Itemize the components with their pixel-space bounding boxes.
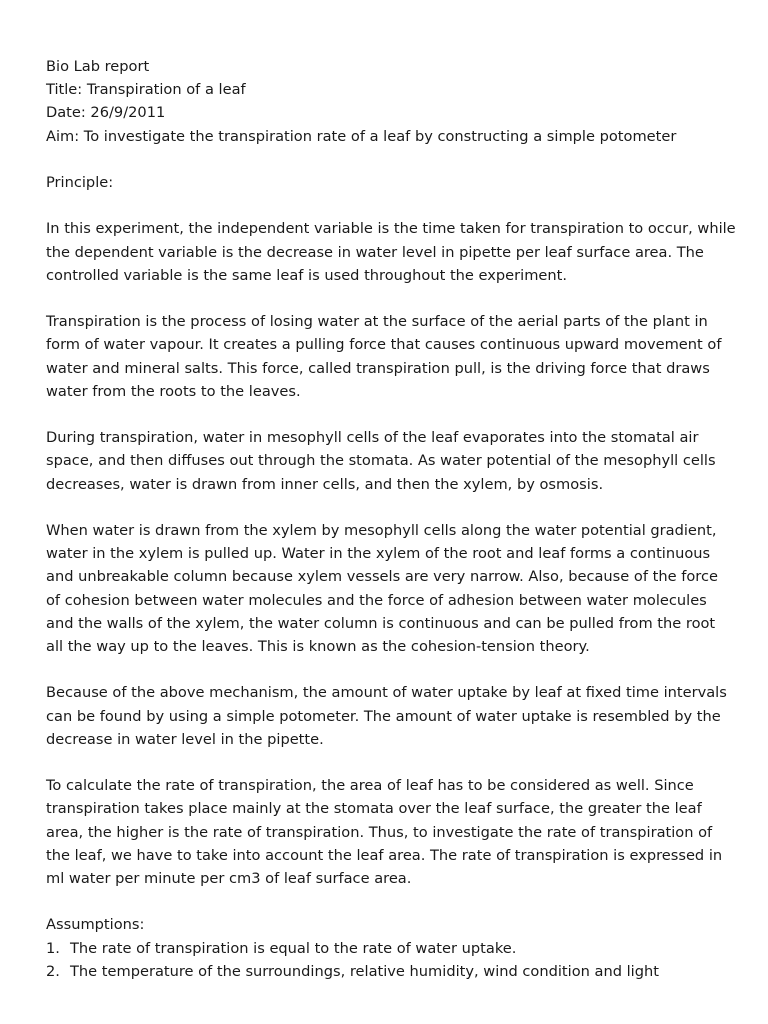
- document-aim: Aim: To investigate the transpiration rate of a leaf by constructing a simple potometer: [46, 127, 677, 145]
- paragraph-cohesion-tension: When water is drawn from the xylem by mesophyll cells along the water potential gradient, water in the xylem is pulled up. Water in the xylem of the root and leaf forms a continuous and unbreakable column because xylem vessels are very narrow. Also, because of the force of cohesion between water molecules and the force of adhesion between water molecules and the walls of the xylem, the water column is continuous and can be pulled from the root all the way up to the leaves. This is known as the cohesion-tension theory.: [46, 521, 718, 655]
- assumptions-list: [46, 937, 736, 983]
- list-item-text: The temperature of the surroundings, relative humidity, wind condition and light: [70, 962, 659, 980]
- paragraph-mechanism: During transpiration, water in mesophyll cells of the leaf evaporates into the stomatal air space, and then diffuses out through the stomata. As water potential of the mesophyll cells decreases, water is drawn from inner cells, and then the xylem, by osmosis.: [46, 429, 716, 493]
- document-date: Date: 26/9/2011: [46, 104, 166, 122]
- list-item-number: 2.: [46, 962, 60, 980]
- assumptions-heading: Assumptions:: [46, 916, 145, 934]
- paragraph-variables: In this experiment, the independent variable is the time taken for transpiration to occur, while the dependent variable is the decrease in water level in pipette per leaf surface area. The controlled variable is the same leaf is used throughout the experiment.: [46, 220, 736, 284]
- document-page: [46, 55, 736, 983]
- list-item: [46, 960, 736, 983]
- paragraph-transpiration-definition: Transpiration is the process of losing water at the surface of the aerial parts of the plant in form of water vapour. It creates a pulling force that causes continuous upward movement of water and mineral salts. This force, called transpiration pull, is the driving force that draws water from the roots to the leaves.: [46, 313, 722, 400]
- paragraph-rate-calculation: To calculate the rate of transpiration, the area of leaf has to be considered as well. Since transpiration takes place mainly at the stomata over the leaf surface, the greater the leaf area, the higher is the rate of transpiration. Thus, to investigate the rate of transpiration of the leaf, we have to take into account the leaf area. The rate of transpiration is expressed in ml water per minute per cm3 of leaf surface area.: [46, 777, 723, 887]
- paragraph-potometer: Because of the above mechanism, the amount of water uptake by leaf at fixed time intervals can be found by using a simple potometer. The amount of water uptake is resembled by the decrease in water level in the pipette.: [46, 684, 727, 748]
- principle-heading: Principle:: [46, 174, 114, 191]
- document-type: Bio Lab report: [46, 58, 150, 75]
- list-item: [46, 937, 736, 960]
- list-item-text: The rate of transpiration is equal to the rate of water uptake.: [70, 939, 517, 957]
- list-item-number: 1.: [46, 939, 60, 957]
- document-title: Title: Transpiration of a leaf: [46, 81, 246, 99]
